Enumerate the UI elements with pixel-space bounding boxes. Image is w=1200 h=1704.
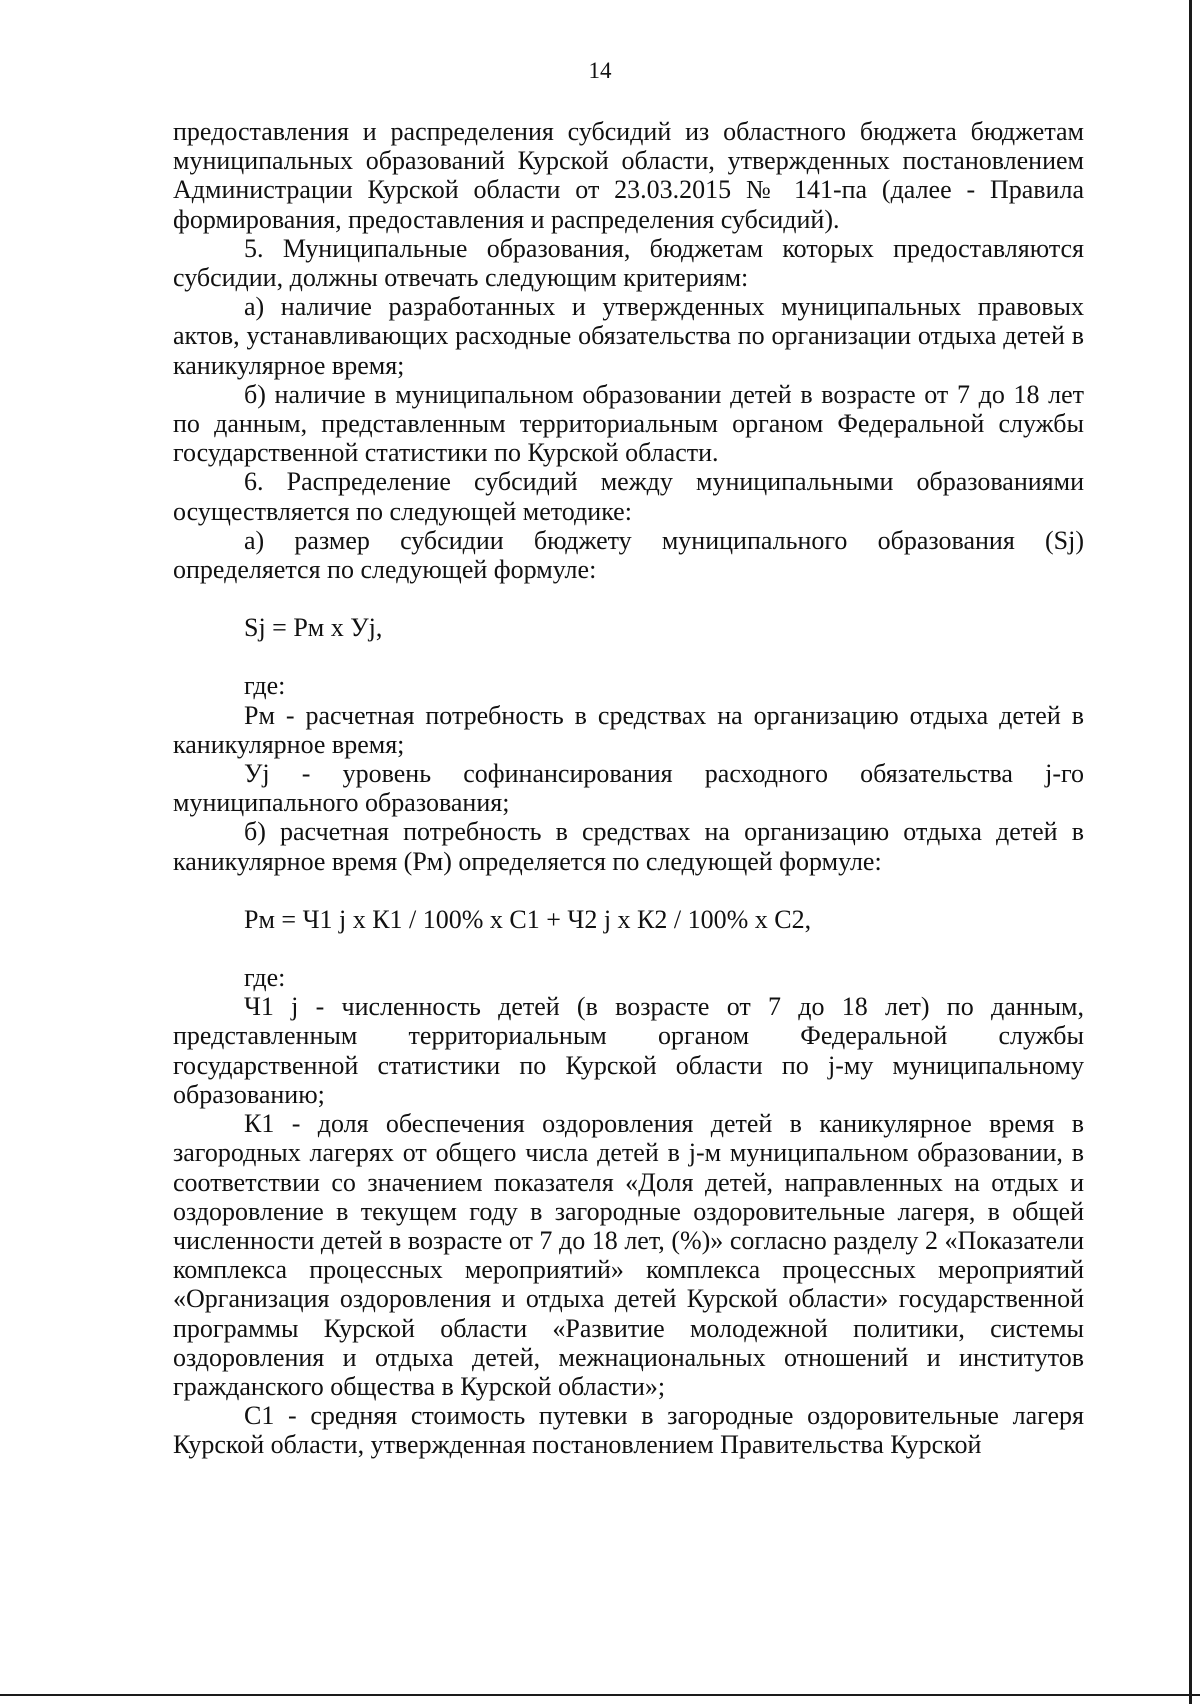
paragraph-continuation: предоставления и распределения субсидий из областного бюджета бюджетам муниципальных образований Курской области, утвержденных постановлением Администрации Курской области от 23.03.2015 № 141-па (далее - Правила формирования, предоставления и распределения субсидий). <box>173 117 1084 234</box>
document-body <box>173 117 1084 1460</box>
paragraph-item-6: 6. Распределение субсидий между муниципальными образованиями осуществляется по следующей методике: <box>173 467 1084 526</box>
formula-rm: Рм = Ч1 j х К1 / 100% х С1 + Ч2 j х К2 / 100% х С2, <box>244 904 812 934</box>
scan-edge-right <box>1189 0 1192 1704</box>
where-label: где: <box>244 671 286 701</box>
paragraph-criterion-a: а) наличие разработанных и утвержденных муниципальных правовых актов, устанавливающих расходные обязательства по организации отдыха детей в каникулярное время; <box>173 292 1084 380</box>
definition-rm: Рм - расчетная потребность в средствах на организацию отдыха детей в каникулярное время; <box>173 700 1084 759</box>
definition-uj: Уj - уровень софинансирования расходного обязательства j-го муниципального образования; <box>173 759 1084 818</box>
paragraph-item-5: 5. Муниципальные образования, бюджетам которых предоставляются субсидии, должны отвечать следующим критериям: <box>173 233 1084 293</box>
paragraph-method-b: б) расчетная потребность в средствах на организацию отдыха детей в каникулярное время (Рм) определяется по следующей формуле: <box>173 817 1084 876</box>
definition-k1: К1 - доля обеспечения оздоровления детей в каникулярное время в загородных лагерях от общего числа детей в j-м муниципальном образовании, в соответствии со значением показателя «Доля детей, направленных на отдых и оздоровление в текущем году в загородные оздоровительные лагеря, в общей численности детей в возрасте от 7 до 18 лет, (%)» согласно разделу 2 «Показатели комплекса процессных мероприятий» комплекса процессных мероприятий «Организация оздоровления и отдыха детей Курской области» государственной программы Курской области «Развитие молодежной политики, системы оздоровления и отдыха детей, межнациональных отношений и институтов гражданского общества в Курской области»; <box>173 1109 1084 1401</box>
scan-edge-bottom <box>0 1694 1200 1696</box>
where-label: где: <box>244 963 286 993</box>
definition-ch1j: Ч1 j - численность детей (в возрасте от 7 до 18 лет) по данным, представленным территориальным органом Федеральной службы государственной статистики по Курской области по j-му муниципальному образованию; <box>173 992 1084 1109</box>
paragraph-criterion-b: б) наличие в муниципальном образовании детей в возрасте от 7 до 18 лет по данным, представленным территориальным органом Федеральной службы государственной статистики по Курской области. <box>173 379 1084 468</box>
definition-c1: С1 - средняя стоимость путевки в загородные оздоровительные лагеря Курской области, утвержденная постановлением Правительства Курской <box>173 1401 1084 1460</box>
page-number: 14 <box>588 58 612 83</box>
paragraph-method-a: а) размер субсидии бюджету муниципального образования (Sj) определяется по следующей формуле: <box>173 525 1084 585</box>
formula-sj: Sj = Рм х Уj, <box>244 613 383 643</box>
